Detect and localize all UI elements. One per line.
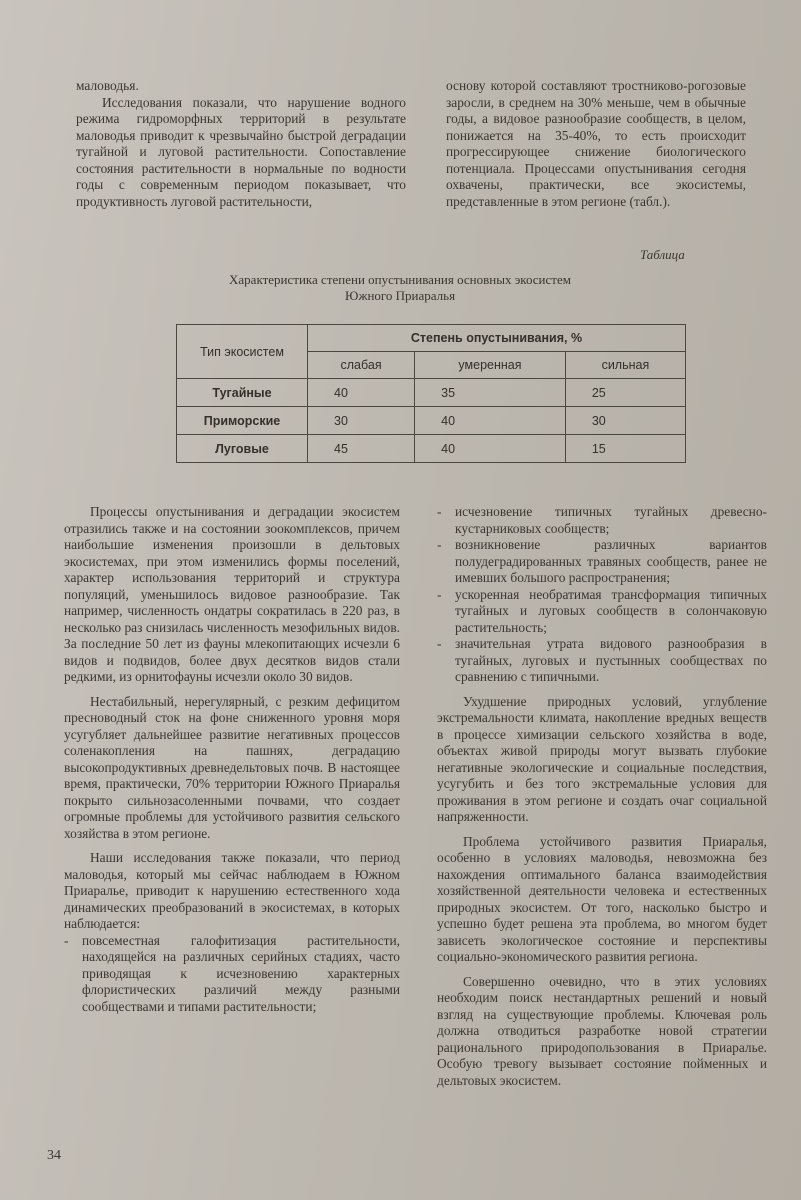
column-header-degree: Степень опустынивания, % [308,325,686,352]
text-column-bottom-right [437,504,767,1089]
column-header-type: Тип экосистем [177,325,308,379]
text-column-top-left [76,78,406,210]
table-row [177,435,686,463]
page-number: 34 [47,1148,61,1163]
desertification-table [176,324,686,463]
paragraph: Нестабильный, нерегулярный, с резким дефицитом пресноводный сток на фоне сниженного уровня моря усугубляет дальнейшее развитие негативных процессов соленакопления на пашнях, деградацию высокопродуктивных древнедельтовых почв. В настоящее время, практически, 70% территории Южного Приаралья покрыто сильнозасоленными почвами, что создает огромные проблемы для устойчивого развития сельского хозяйства в этом регионе. [64,693,400,841]
sub-header-strong: сильная [565,352,685,379]
paragraph: Наши исследования также показали, что период маловодья, который мы сейчас наблюдаем в Южном Приаралье, приводит к нарушению естественного хода динамических преобразований в экосистемах, в которых наблюдается: [64,850,400,931]
table-label: Таблица [640,247,685,262]
table-caption [200,272,600,304]
table-row [177,407,686,435]
list-item: - значительная утрата видового разнообразия в тугайных, луговых и пустынных сообществах по сравнению с типичными. [437,636,767,686]
table-cell: 45 [308,435,415,463]
table-cell: 25 [565,379,685,407]
table-cell: 40 [308,379,415,407]
paragraph: Процессы опустынивания и деградации экосистем отразились также и на состоянии зоокомплексов, причем наибольшие изменения произошли в дельтовых экосистемах, при этом изменились формы поселений, характер использования территорий и структура популяций, уменьшилось видовое разнообразие. Так например, численность ондатры сократилась в 220 раз, в несколько раз снизилась численность мезофильных видов. За последние 50 лет из фауны млекопитающих исчезли 6 видов и подвидов, более двух десятков видов стали редкими, из орнитофауны исчезли около 30 видов. [64,504,400,684]
text-column-bottom-left [64,504,400,1015]
table-cell: 40 [415,407,566,435]
list-item: - ускоренная необратимая трансформация типичных тугайных и луговых сообществ в солончаковую растительность; [437,587,767,637]
list-item: - возникновение различных вариантов полудеградированных травяных сообществ, ранее не имевших большого распространения; [437,537,767,587]
paragraph: Исследования показали, что нарушение водного режима гидроморфных территорий в результате маловодья приводит к чрезвычайно быстрой деградации тугайной и луговой растительности. Сопоставление состояния растительности в нормальные по водности годы с современным периодом показывает, что продуктивность луговой растительности, [76,94,406,209]
paragraph: Совершенно очевидно, что в этих условиях необходим поиск нестандартных решений и новый взгляд на существующие проблемы. Ключевая роль должна отводиться разработке новой стратегии рационального природопользования в Приаралье. Особую тревогу вызывает состояние пойменных и дельтовых экосистем. [437,973,767,1088]
row-label: Луговые [177,435,308,463]
table-cell: 40 [415,435,566,463]
table-cell: 30 [565,407,685,435]
list-item: - исчезновение типичных тугайных древесно-кустарниковых сообществ; [437,504,767,537]
text-column-top-right [446,78,746,210]
table-caption-line2: Южного Приаралья [344,288,456,303]
table-row [177,379,686,407]
table-cell: 30 [308,407,415,435]
paragraph: Проблема устойчивого развития Приаралья, особенно в условиях маловодья, невозможна без нахождения оптимального баланса взаимодействия хозяйственной деятельности человека и естественных природных экосистем. От того, насколько быстро и успешно будет решена эта проблема, во многом будет зависеть экологическое состояние и перспективы социально-экономического развития региона. [437,833,767,964]
list-item: - повсеместная галофитизация растительности, находящейся на различных серийных стадиях, часто приводящая к исчезновению характерных флористических различий между разными сообществами и типами растительности; [64,933,400,1016]
table-caption-line1: Характеристика степени опустынивания основных экосистем [229,272,571,287]
paragraph: Ухудшение природных условий, углубление экстремальности климата, накопление вредных веществ в процессе химизации сельского хозяйства в воде, объектах живой природы могут вызвать глубокие негативные экологические и социальные последствия, усугубить и без того экстремальные условия для проживания в этом регионе и создать очаг социальной напряженности. [437,693,767,824]
table-cell: 15 [565,435,685,463]
paragraph: основу которой составляют тростниково-рогозовые заросли, в среднем на 30% меньше, чем в обычные годы, а видовое разнообразие сообществ, в целом, понижается на 35-40%, то есть происходит прогрессирующее снижение биологического потенциала. Процессами опустынивания сегодня охвачены, практически, все экосистемы, представленные в этом регионе (табл.). [446,78,746,209]
paragraph: маловодья. [76,78,139,93]
sub-header-moderate: умеренная [415,352,566,379]
row-label: Тугайные [177,379,308,407]
sub-header-weak: слабая [308,352,415,379]
table-cell: 35 [415,379,566,407]
row-label: Приморские [177,407,308,435]
